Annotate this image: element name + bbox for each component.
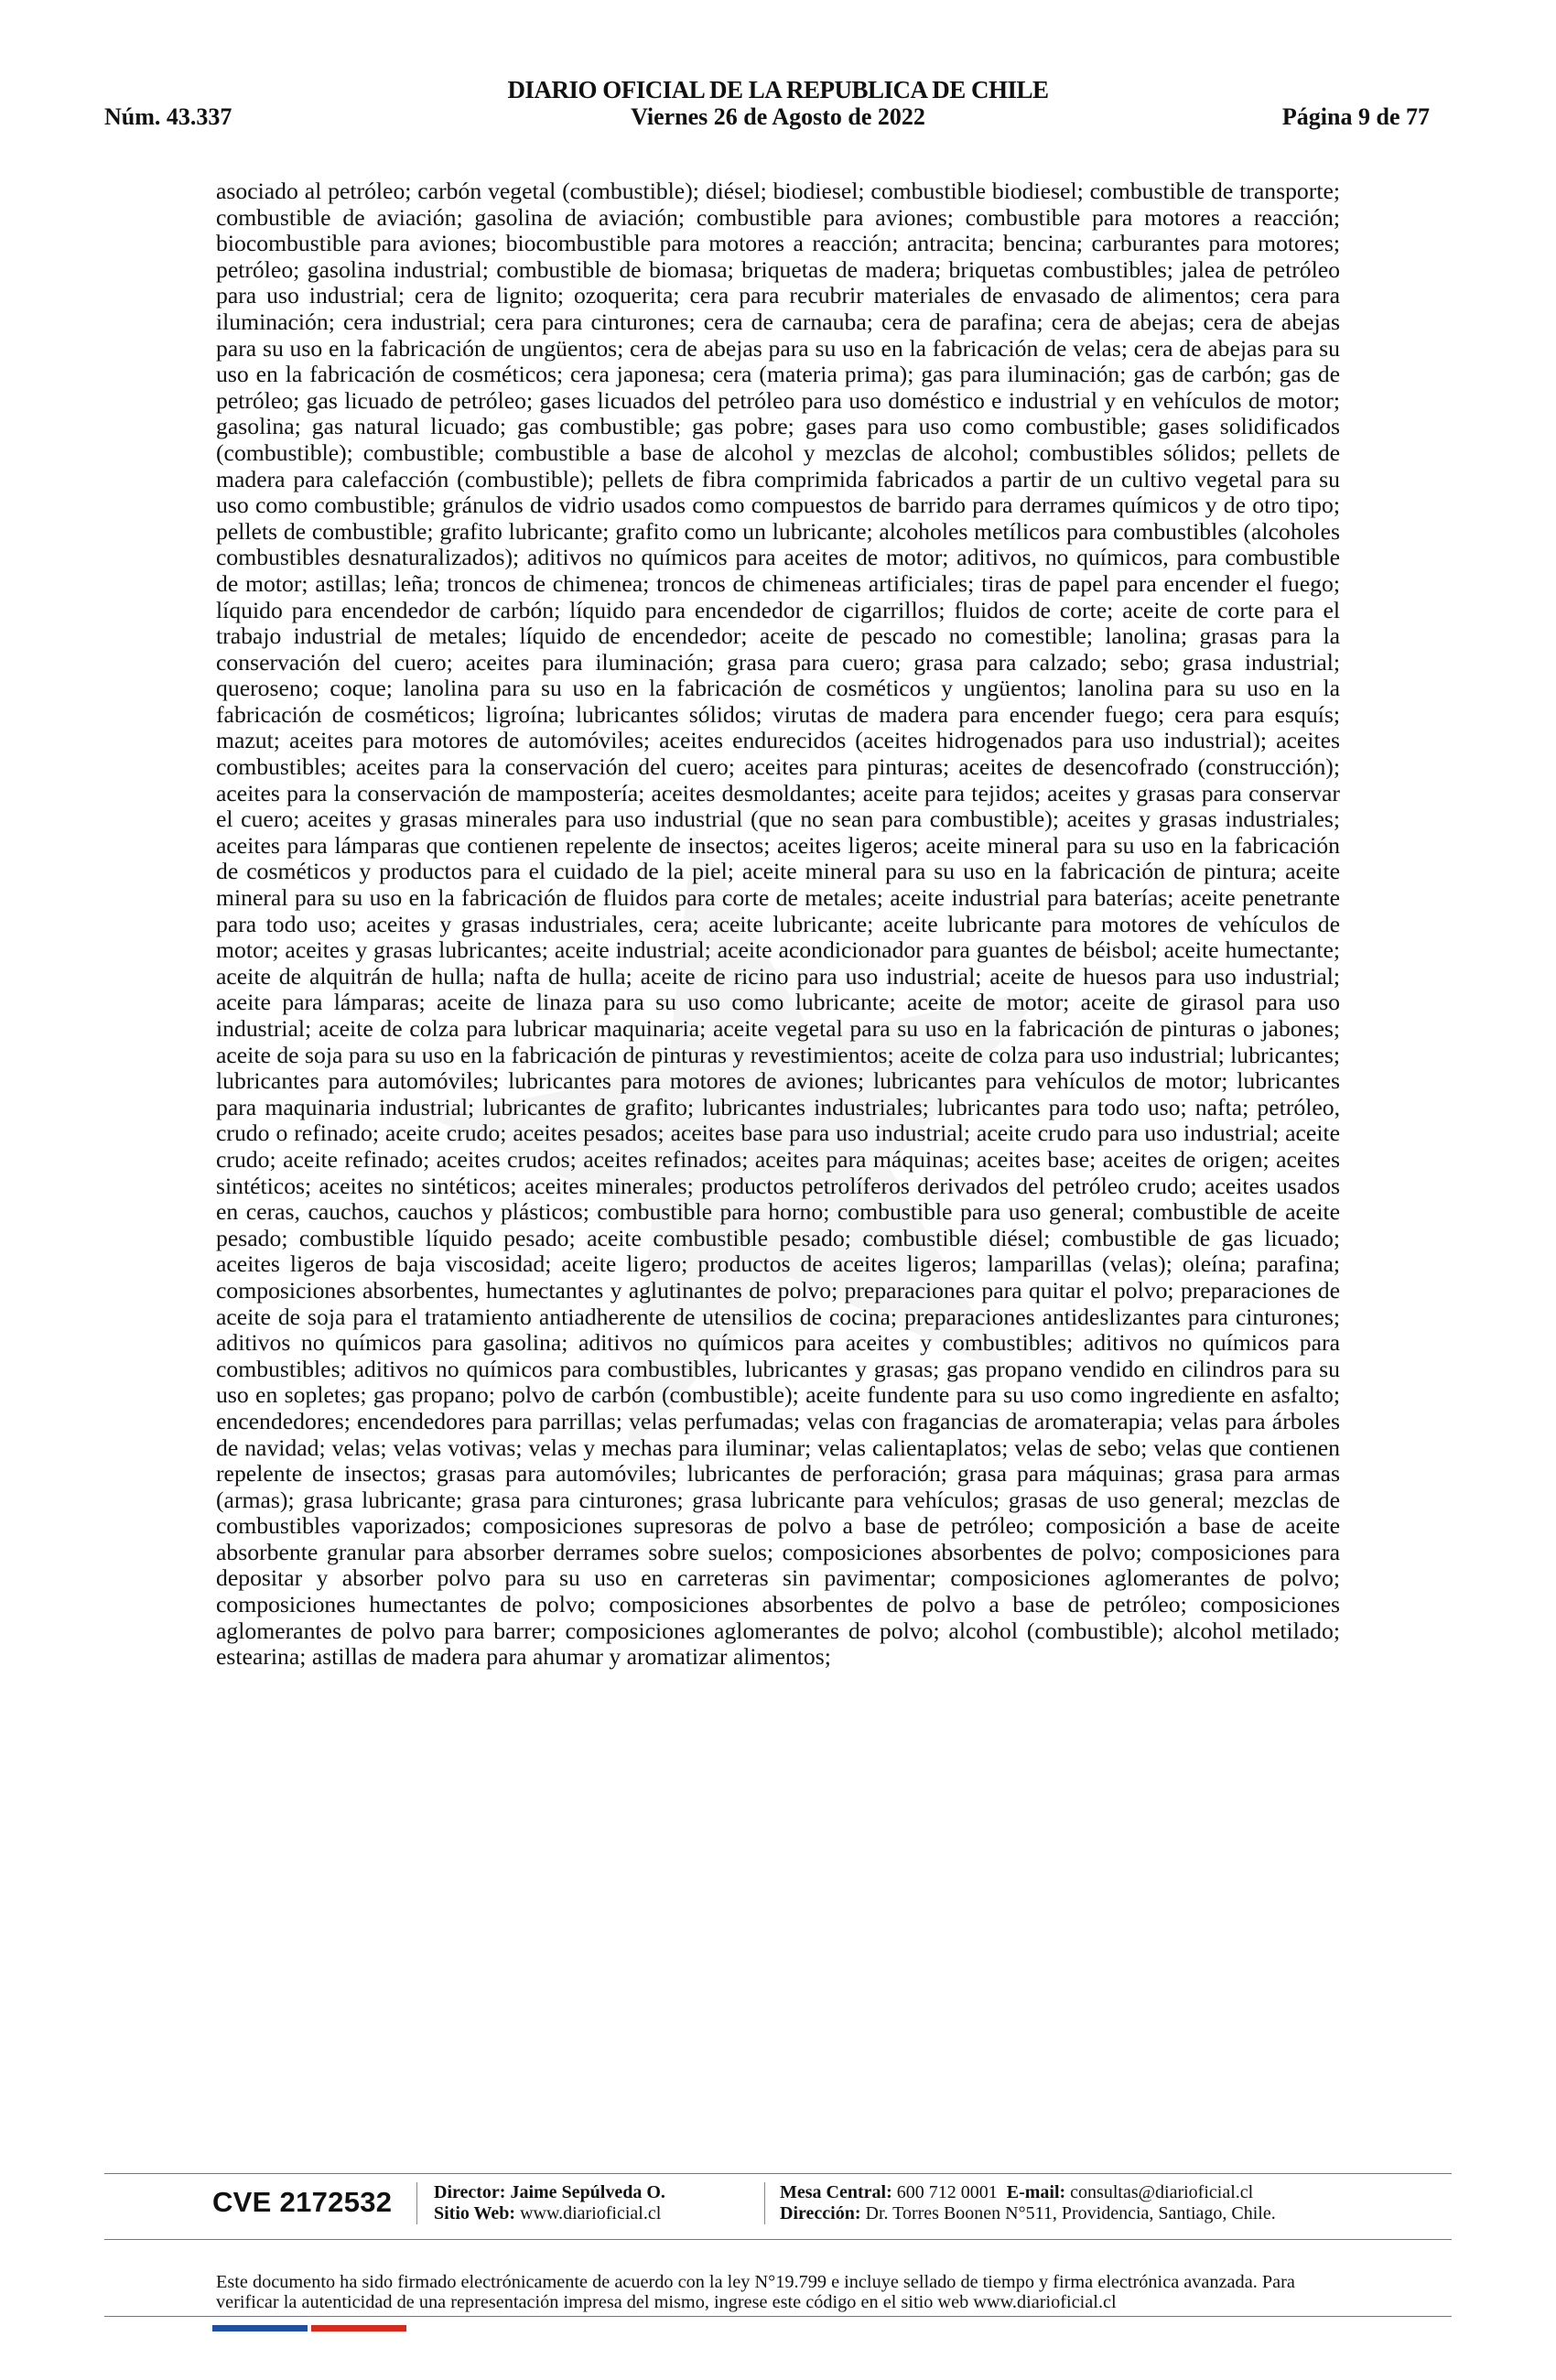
- footer-top-divider: [104, 2173, 1452, 2174]
- director-label: Director:: [434, 2182, 506, 2202]
- issue-number: Núm. 43.337: [104, 103, 232, 130]
- footer-divider-2: [764, 2182, 765, 2224]
- website-link[interactable]: www.diarioficial.cl: [520, 2203, 662, 2223]
- phone-label: Mesa Central:: [780, 2182, 892, 2202]
- body-text: asociado al petróleo; carbón vegetal (combustible); diésel; biodiesel; combustible biodiesel; combustible de transporte; combustible de aviación; gasolina de aviación; combustible para aviones; combustible para motores a reacción; biocombustible para aviones; biocombustible para motores a reacción; antracita; bencina; carburantes para motores; petróleo; gasolina industrial; combustible de biomasa; briquetas de madera; briquetas combustibles; jalea de petróleo para uso industrial; cera de lignito; ozoquerita; cera para recubrir materiales de envasado de alimentos; cera para iluminación; cera industrial; cera para cinturones; cera de carnauba; cera de parafina; cera de abejas; cera de abejas para su uso en la fabricación de ungüentos; cera de abejas para su uso en la fabricación de velas; cera de abejas para su uso en la fabricación de cosméticos; cera japonesa; cera (materia prima); gas para iluminación; gas de carbón; gas de petróleo; gas licuado de petróleo; gases licuados del petróleo para uso doméstico e industrial y en vehículos de motor; gasolina; gas natural licuado; gas combustible; gas pobre; gases para uso como combustible; gases solidificados (combustible); combustible; combustible a base de alcohol y mezclas de alcohol; combustibles sólidos; pellets de madera para calefacción (combustible); pellets de fibra comprimida fabricados a partir de un cultivo vegetal para su uso como combustible; gránulos de vidrio usados como compuestos de barrido para derrames químicos y de otro tipo; pellets de combustible; grafito lubricante; grafito como un lubricante; alcoholes metílicos para combustibles (alcoholes combustibles desnaturalizados); aditivos no químicos para aceites de motor; aditivos, no químicos, para combustible de motor; astillas; leña; troncos de chimenea; troncos de chimeneas artificiales; tiras de papel para encender el fuego; líquido para encendedor de carbón; líquido para encendedor de cigarrillos; fluidos de corte; aceite de corte para el trabajo industrial de metales; líquido de encendedor; aceite de pescado no comestible; lanolina; grasas para la conservación del cuero; aceites para iluminación; grasa para cuero; grasa para calzado; sebo; grasa industrial; queroseno; coque; lanolina para su uso en la fabricación de cosméticos y ungüentos; lanolina para su uso en la fabricación de cosméticos; ligroína; lubricantes sólidos; virutas de madera para encender fuego; cera para esquís; mazut; aceites para motores de automóviles; aceites endurecidos (aceites hidrogenados para uso industrial); aceites combustibles; aceites para la conservación del cuero; aceites para pinturas; aceites de desencofrado (construcción); aceites para la conservación de mampostería; aceites desmoldantes; aceite para tejidos; aceites y grasas para conservar el cuero; aceites y grasas minerales para uso industrial (que no sean para combustible); aceites y grasas industriales; aceites para lámparas que contienen repelente de insectos; aceites ligeros; aceite mineral para su uso en la fabricación de cosméticos y productos para el cuidado de la piel; aceite mineral para su uso en la fabricación de pintura; aceite mineral para su uso en la fabricación de fluidos para corte de metales; aceite industrial para baterías; aceite penetrante para todo uso; aceites y grasas industriales, cera; aceite lubricante; aceite lubricante para motores de vehículos de motor; aceites y grasas lubricantes; aceite industrial; aceite acondicionador para guantes de béisbol; aceite humectante; aceite de alquitrán de hulla; nafta de hulla; aceite de ricino para uso industrial; aceite de huesos para uso industrial; aceite para lámparas; aceite de linaza para su uso como lubricante; aceite de motor; aceite de girasol para uso industrial; aceite de colza para lubricar maquinaria; aceite vegetal para su uso en la fabricación de pinturas o jabones; aceite de soja para su uso en la fabricación de pinturas y revestimientos; aceite de colza para uso industrial; lubricantes; lubricantes para automóviles; lubricantes para motores de aviones; lubricantes para vehículos de motor; lubricantes para maquinaria industrial; lubricantes de grafito; lubricantes industriales; lubricantes para todo uso; nafta; petróleo, crudo o refinado; aceite crudo; aceites pesados; aceites base para uso industrial; aceite crudo para uso industrial; aceite crudo; aceite refinado; aceites crudos; aceites refinados; aceites para máquinas; aceites base; aceites de origen; aceites sintéticos; aceites no sintéticos; aceites minerales; productos petrolíferos derivados del petróleo crudo; aceites usados en ceras, cauchos, cauchos y plásticos; combustible para horno; combustible para uso general; combustible de aceite pesado; combustible líquido pesado; aceite combustible pesado; combustible diésel; combustible de gas licuado; aceites ligeros de baja viscosidad; aceite ligero; productos de aceites ligeros; lamparillas (velas); oleína; parafina; composiciones absorbentes, humectantes y aglutinantes de polvo; preparaciones para quitar el polvo; preparaciones de aceite de soja para el tratamiento antiadherente de utensilios de cocina; preparaciones antideslizantes para cinturones; aditivos no químicos para gasolina; aditivos no químicos para aceites y combustibles; aditivos no químicos para combustibles; aditivos no químicos para combustibles, lubricantes y grasas; gas propano vendido en cilindros para su uso en sopletes; gas propano; polvo de carbón (combustible); aceite fundente para su uso como ingrediente en asfalto; encendedores; encendedores para parrillas; velas perfumadas; velas con fragancias de aromaterapia; velas para árboles de navidad; velas; velas votivas; velas y mechas para iluminar; velas calientaplatos; velas de sebo; velas que contienen repelente de insectos; grasas para automóviles; lubricantes de perforación; grasa para máquinas; grasa para armas (armas); grasa lubricante; grasa para cinturones; grasa lubricante para vehículos; grasas de uso general; mezclas de combustibles vaporizados; composiciones supresoras de polvo a base de petróleo; composición a base de aceite absorbente granular para absorber derrames sobre suelos; composiciones absorbentes de polvo; composiciones para depositar y absorber polvo para su uso en carreteras sin pavimentar; composiciones aglomerantes de polvo; composiciones humectantes de polvo; composiciones absorbentes de polvo a base de petróleo; composiciones aglomerantes de polvo para barrer; composiciones aglomerantes de polvo; alcohol (combustible); alcohol metilado; estearina; astillas de madera para ahumar y aromatizar alimentos;: [216, 178, 1340, 1671]
- footer-middle-divider: [104, 2239, 1452, 2240]
- chile-flag-bar-red-icon: [311, 2325, 406, 2331]
- legal-notice: Este documento ha sido firmado electrónicamente de acuerdo con la ley N°19.799 e incluye sellado de tiempo y firma electrónica avanzada. Para verificar la autenticidad de una representación impresa del mismo, ingrese este código en el sitio web www.diarioficial.cl: [216, 2272, 1295, 2312]
- page-indicator: Página 9 de 77: [1281, 103, 1430, 130]
- director-name: Jaime Sepúlveda O.: [510, 2182, 665, 2202]
- footer-divider-1: [416, 2182, 417, 2224]
- footer-bottom-divider: [104, 2316, 1452, 2317]
- footer-contact-block: [780, 2182, 1276, 2224]
- address-label: Dirección:: [780, 2203, 861, 2223]
- gazette-title: DIARIO OFICIAL DE LA REPUBLICA DE CHILE: [507, 76, 1049, 103]
- issue-date: Viernes 26 de Agosto de 2022: [631, 103, 925, 130]
- email-link[interactable]: consultas@diarioficial.cl: [1070, 2182, 1254, 2202]
- email-label: E-mail:: [1006, 2182, 1066, 2202]
- footer-director-block: [434, 2182, 665, 2224]
- address-text: Dr. Torres Boonen N°511, Providencia, Santiago, Chile.: [865, 2203, 1276, 2223]
- cve-code: CVE 2172532: [212, 2186, 393, 2218]
- phone-number: 600 712 0001: [896, 2182, 998, 2202]
- website-label: Sitio Web:: [434, 2203, 516, 2223]
- chile-flag-bar-blue-icon: [212, 2325, 308, 2331]
